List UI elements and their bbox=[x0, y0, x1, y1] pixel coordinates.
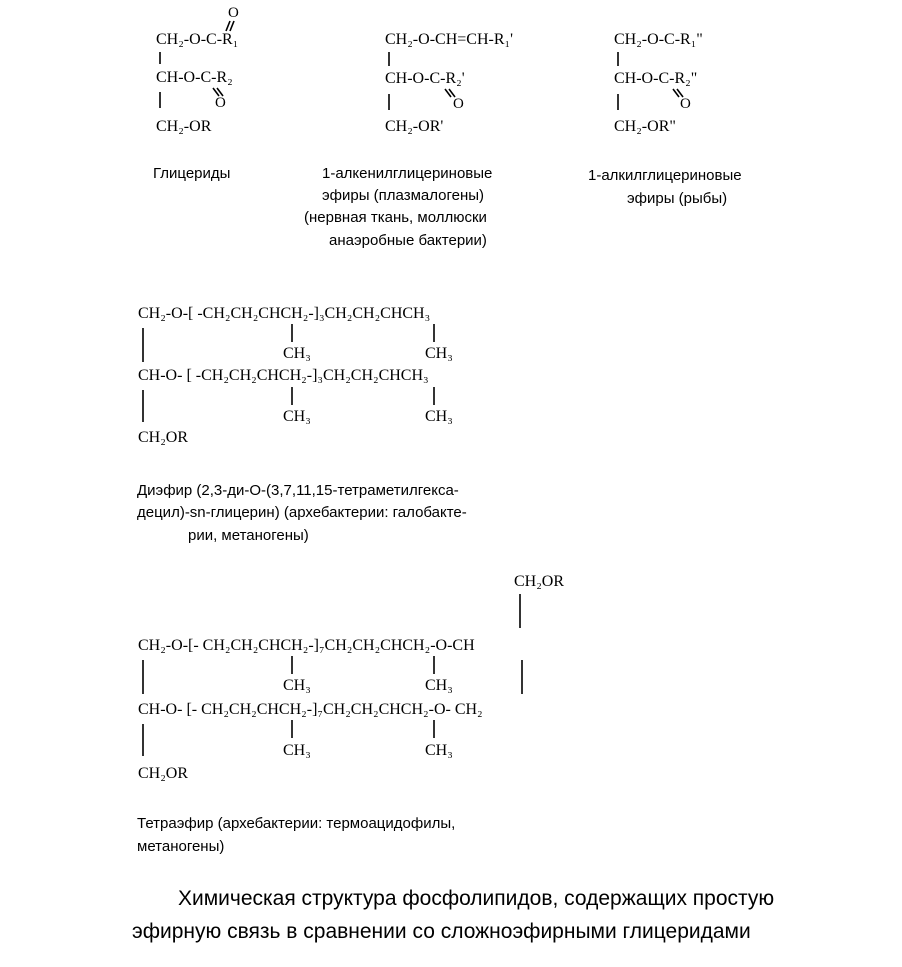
diether-methyl: CH₃ bbox=[283, 345, 311, 362]
alkyl-caption-line: 1-алкилглицериновые bbox=[588, 167, 742, 184]
plasmalogens-structure bbox=[304, 31, 513, 249]
tetraether-top: CH₂OR bbox=[514, 573, 565, 590]
glycerides-row2: CH-O-C-R₂ bbox=[156, 69, 233, 86]
alkyl-caption-line: эфиры (рыбы) bbox=[627, 190, 728, 207]
diether-row3: CH₂OR bbox=[138, 429, 189, 446]
tetraether-structure bbox=[137, 573, 564, 855]
figure-title bbox=[132, 887, 774, 943]
alkyl-glycerol-ethers-structure bbox=[588, 31, 742, 207]
diether-methyl: CH₃ bbox=[283, 408, 311, 425]
tetraether-row1: CH₂-O-[- CH₂CH₂CHCH₂-]₇CH₂CH₂CHCH₂-O-CH bbox=[138, 637, 475, 654]
glycerides-row1: CH₂-O-C-R₁ bbox=[156, 31, 239, 48]
glycerides-caption: Глицериды bbox=[153, 165, 231, 182]
tetraether-methyl: CH₃ bbox=[283, 677, 311, 694]
plasmalogens-row2-o: O bbox=[453, 96, 464, 112]
carbonyl-bond bbox=[226, 21, 230, 31]
diether-structure bbox=[137, 305, 467, 544]
alkyl-row3: CH₂-OR" bbox=[614, 118, 676, 135]
tetraether-row2: CH-O- [- CH₂CH₂CHCH₂-]₇CH₂CH₂CHCH₂-O- CH₂ bbox=[138, 701, 483, 718]
glycerides-row3: CH₂-OR bbox=[156, 118, 212, 135]
alkyl-row2: CH-O-C-R₂" bbox=[614, 70, 698, 87]
plasmalogens-row2: CH-O-C-R₂' bbox=[385, 70, 465, 87]
alkyl-row2-o: O bbox=[680, 96, 691, 112]
glycerides-row2-o: O bbox=[215, 95, 226, 111]
diether-caption-line: децил)-sn-глицерин) (архебактерии: галобакте- bbox=[137, 504, 467, 521]
diether-row1: CH₂-O-[ -CH₂CH₂CHCH₂-]₃CH₂CH₂CHCH₃ bbox=[138, 305, 431, 322]
diether-row2: CH-O- [ -CH₂CH₂CHCH₂-]₃CH₂CH₂CHCH₃ bbox=[138, 367, 429, 384]
plasmalogens-row3: CH₂-OR' bbox=[385, 118, 444, 135]
plasmalogens-caption-line: эфиры (плазмалогены) bbox=[322, 187, 485, 204]
alkyl-row1: CH₂-O-C-R₁" bbox=[614, 31, 703, 48]
plasmalogens-caption-line: 1-алкенилглицериновые bbox=[322, 165, 493, 182]
plasmalogens-row1: CH₂-O-CH=CH-R₁' bbox=[385, 31, 513, 48]
tetraether-methyl: CH₃ bbox=[425, 677, 453, 694]
diether-caption-line: рии, метаногены) bbox=[188, 527, 309, 544]
glycerides-structure bbox=[153, 5, 239, 182]
tetraether-methyl: CH₃ bbox=[283, 742, 311, 759]
tetraether-methyl: CH₃ bbox=[425, 742, 453, 759]
figure-title-line: Химическая структура фосфолипидов, содержащих простую bbox=[178, 887, 775, 910]
glycerides-carbonyl-o: O bbox=[228, 5, 239, 21]
tetraether-caption-line: метаногены) bbox=[137, 838, 225, 855]
diether-caption-line: Диэфир (2,3-ди-O-(3,7,11,15-тетраметилгекса- bbox=[137, 482, 459, 499]
plasmalogens-caption-line: анаэробные бактерии) bbox=[329, 232, 487, 249]
figure-title-line: эфирную связь в сравнении со сложноэфирными глицеридами bbox=[132, 920, 751, 943]
carbonyl-bond bbox=[230, 21, 234, 31]
tetraether-caption-line: Тетраэфир (архебактерии: термоацидофилы, bbox=[137, 815, 456, 832]
tetraether-row3: CH₂OR bbox=[138, 765, 189, 782]
diether-methyl: CH₃ bbox=[425, 408, 453, 425]
diether-methyl: CH₃ bbox=[425, 345, 453, 362]
plasmalogens-caption-line: (нервная ткань, моллюски bbox=[304, 209, 487, 226]
